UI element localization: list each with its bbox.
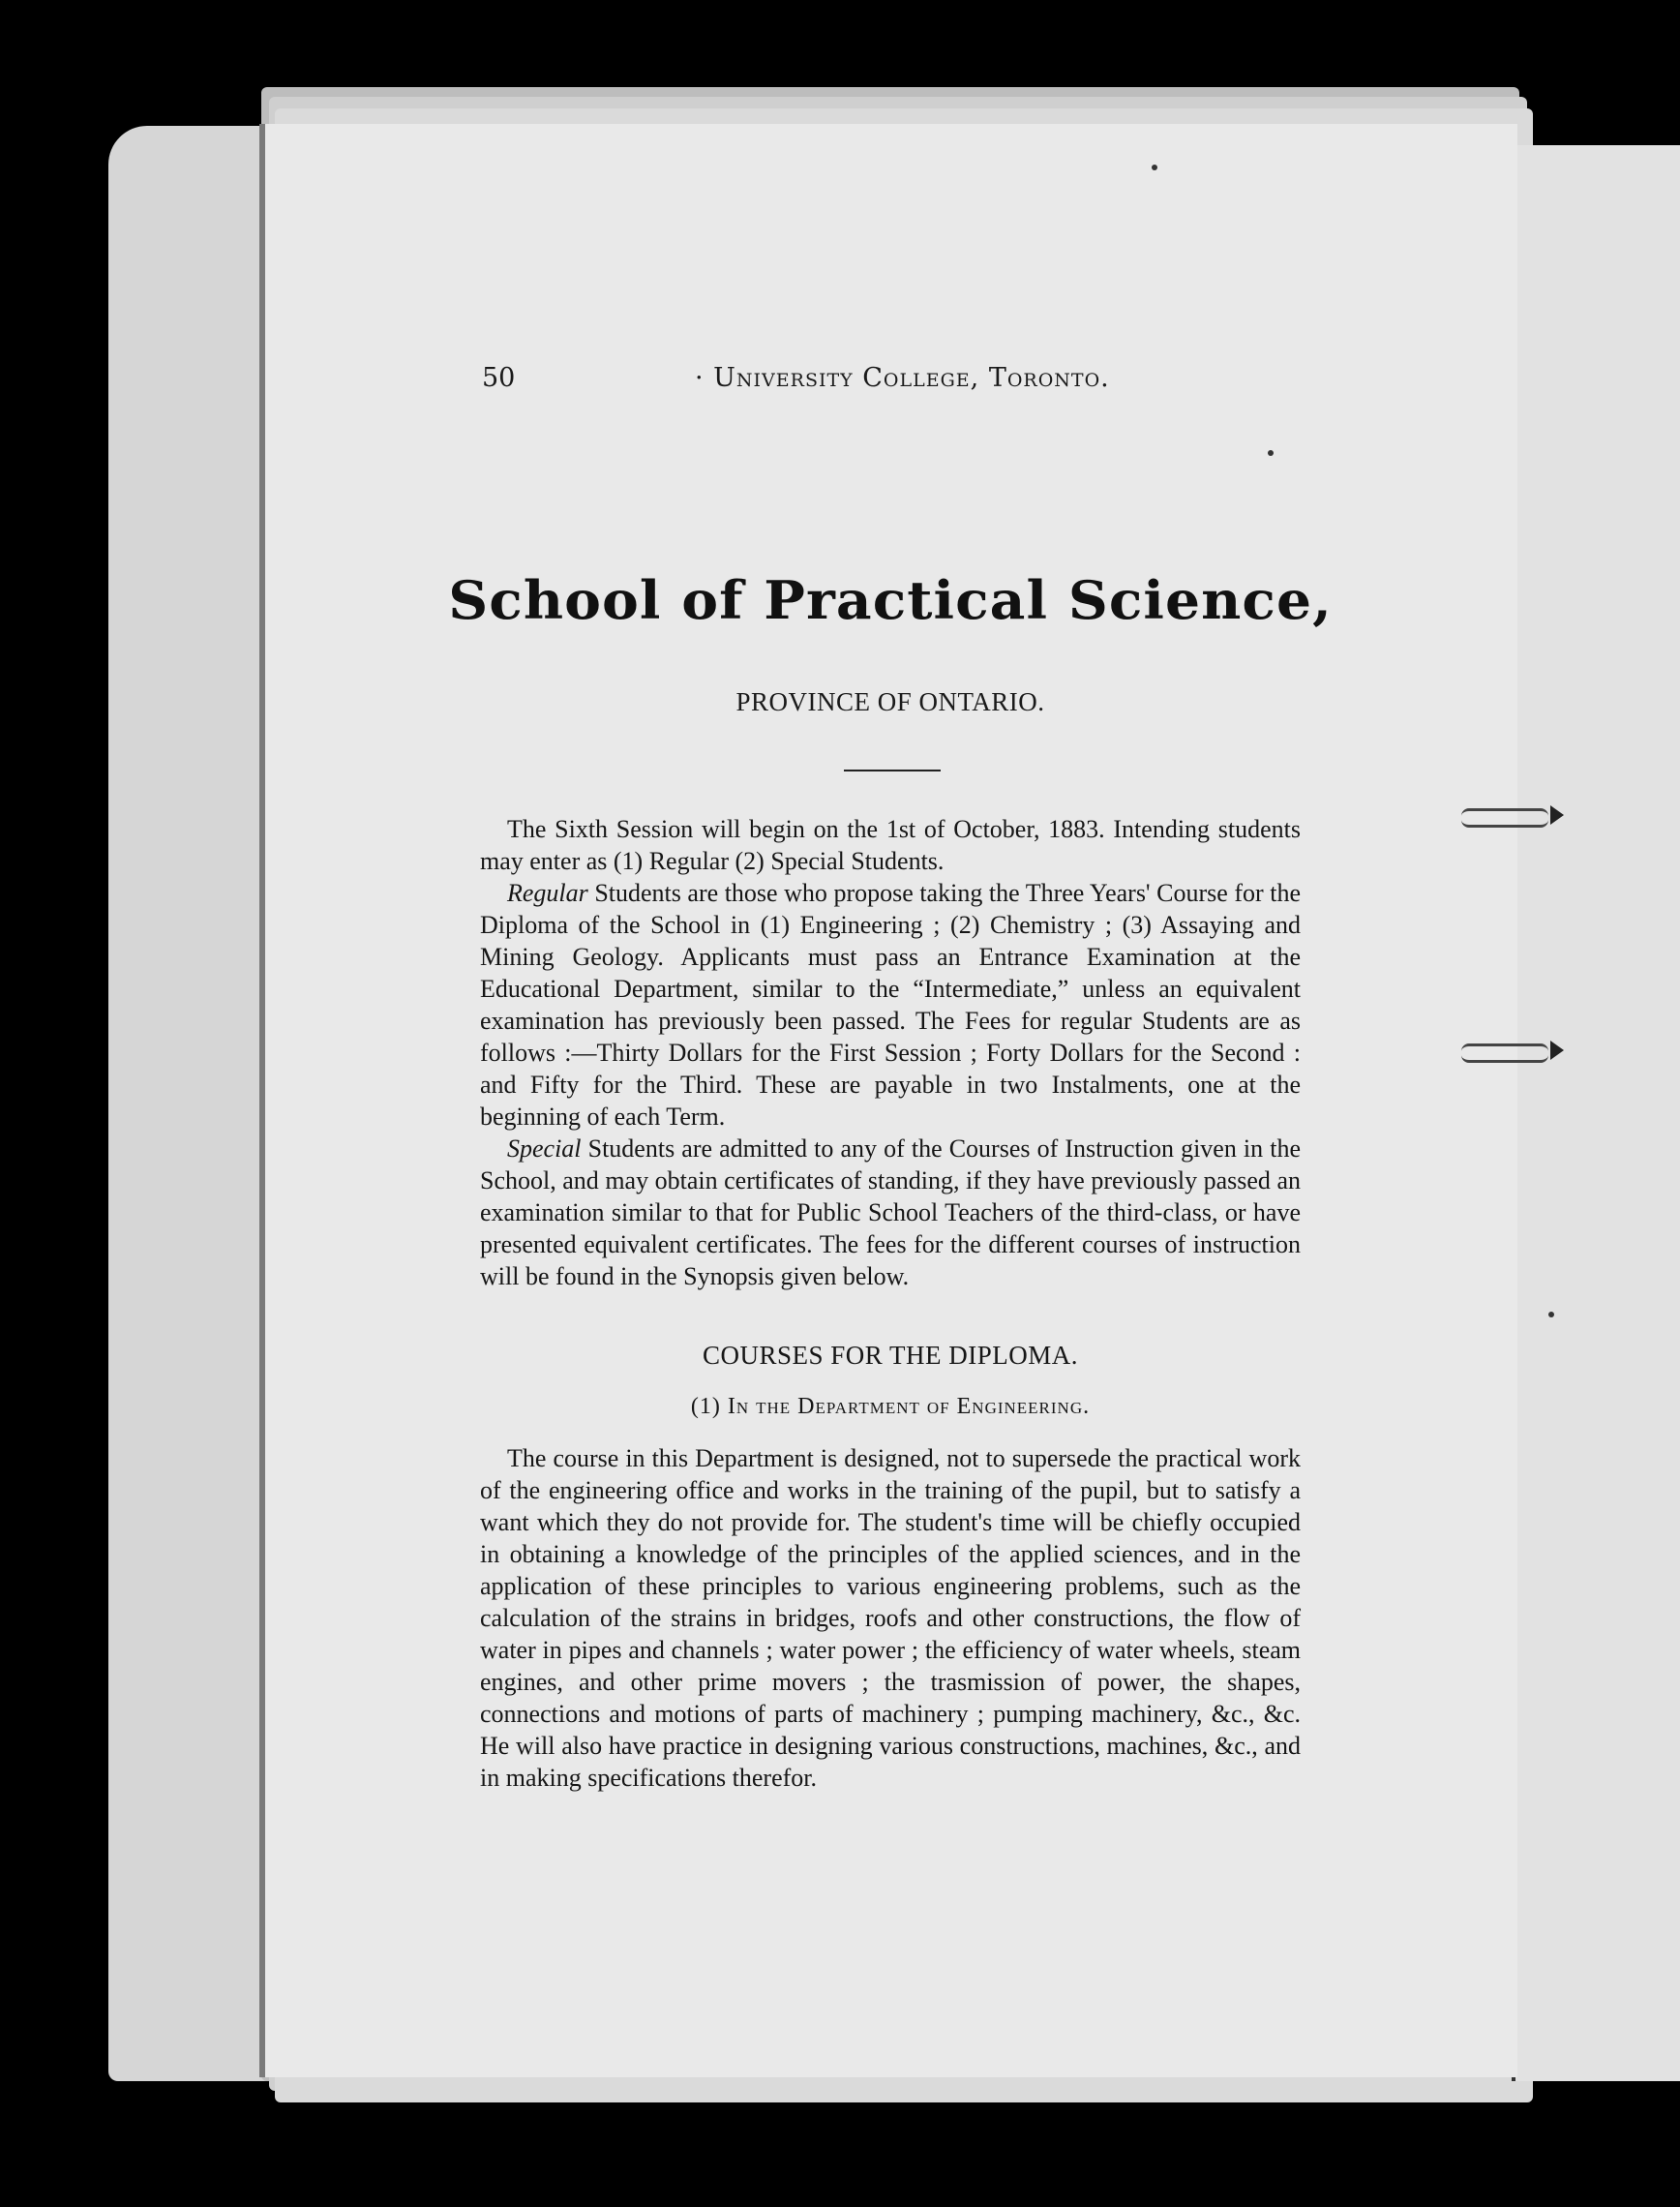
scan-speck	[1268, 450, 1274, 456]
paragraph-text	[480, 1133, 1301, 1292]
binding-clip-mark	[1461, 808, 1548, 828]
page-title	[0, 569, 1680, 631]
page-number: 50	[482, 363, 516, 393]
scan-speck	[1152, 165, 1157, 170]
binding-clip-mark	[1461, 1043, 1548, 1063]
adjacent-page	[1512, 145, 1680, 2081]
page-subtitle: PROVINCE OF ONTARIO.	[735, 687, 1045, 716]
divider-rule	[844, 770, 941, 771]
subsection-heading: (1) In the Department of Engineering.	[690, 1394, 1091, 1419]
paragraph-text: The course in this Department is designed, not to supersede the practical work of the engineering office and works in the training of the pupil, but to satisfy a want which they do not provide for. The student's time will be chiefly occupied in obtaining a knowledge of the principles of the applied sciences, and in the application of these principles to various engineering problems, such as the calculation of the strains in bridges, roofs and other constructions, the flow of water in pipes and channels ; water power ; the efficiency of water wheels, steam engines, and other prime movers ; the trasmission of power, the shapes, connections and motions of parts of machinery ; pumping machinery, &c., &c. He will also have practice in designing various constructions, machines, &c., and in making specifications therefor.	[480, 1444, 1301, 1792]
paragraph-text	[480, 877, 1301, 1133]
page-title-text: School of Practical Science,	[448, 569, 1333, 631]
lead-term: Regular	[507, 879, 588, 907]
paragraph-intro	[480, 813, 1301, 877]
paragraph-text: The Sixth Session will begin on the 1st of October, 1883. Intending students may enter as (1) Regular (2) Special Students.	[480, 815, 1301, 875]
lead-term: Special	[507, 1134, 582, 1163]
paragraph-body: Students are admitted to any of the Courses of Instruction given in the School, and may obtain certificates of standing, if they have previously passed an examination similar to that for Public School Teachers of the third-class, or have presented equivalent certificates. The fees for the different courses of instruction will be found in the Synopsis given below.	[480, 1134, 1301, 1290]
paragraph-special-students	[480, 1133, 1301, 1292]
paragraph-engineering-course	[480, 1442, 1301, 1794]
paragraph-regular-students	[480, 877, 1301, 1133]
section-heading: COURSES FOR THE DIPLOMA.	[702, 1341, 1079, 1370]
scan-speck	[1548, 1312, 1554, 1317]
left-page-edge	[108, 126, 273, 2081]
header-title: · University College, Toronto.	[695, 363, 1110, 393]
paragraph-body: Students are those who propose taking the Three Years' Course for the Diploma of the School in (1) Engineering ; (2) Chemistry ; (3) Assaying and Mining Geology. Applicants must pass an Entrance Examination at the Educational Department, similar to the “Intermediate,” unless an equivalent examination has previously been passed. The Fees for regular Students are as follows :—Thirty Dollars for the First Session ; Forty Dollars for the Second : and Fifty for the Third. These are payable in two Instalments, one at the beginning of each Term.	[480, 879, 1301, 1131]
